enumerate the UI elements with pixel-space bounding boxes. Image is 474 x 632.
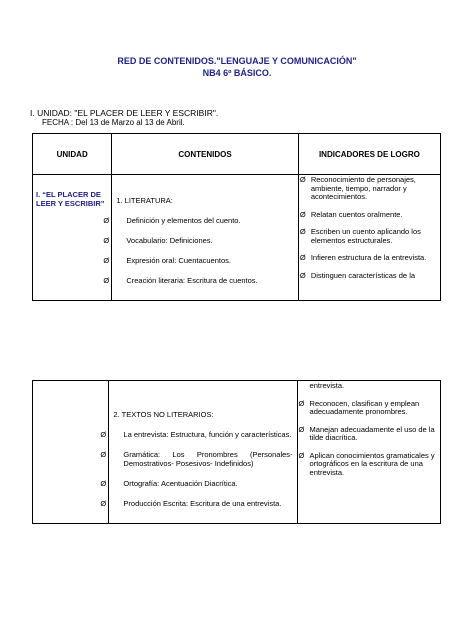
bullet-arrow-icon: Ø <box>299 253 306 262</box>
header-unidad: UNIDAD <box>33 134 112 175</box>
bullet-arrow-icon: Ø <box>299 175 306 184</box>
contents-cell <box>100 381 297 524</box>
bullet-arrow-icon: Ø <box>299 270 306 280</box>
list-item: Ø Definición y elementos del cuento. <box>103 216 241 225</box>
date-line: FECHA : Del 13 de Marzo al 13 de Abril. <box>42 118 185 127</box>
list-item: Ø Ortografía: Acentuación Diacrítica. <box>100 479 238 488</box>
list-item: Ø Manejan adecuadamente el uso de la tilde diacrítica. <box>298 424 435 442</box>
bullet-arrow-icon: Ø <box>103 216 110 225</box>
list-item: Ø Gramática: Los Pronombres (Personales- Demostrativos- Posesivos- Indefinidos) <box>100 450 293 468</box>
unit-line: I. UNIDAD: "EL PLACER DE LEER Y ESCRIBIR". <box>30 108 219 118</box>
indicator-continued: entrevista. <box>309 381 345 390</box>
list-item: Ø Vocabulario: Definiciones. <box>103 236 213 245</box>
header-indicadores: INDICADORES DE LOGRO <box>298 134 440 175</box>
unit-name: I. “EL PLACER DE LEER Y ESCRIBIR” <box>36 190 105 208</box>
bullet-arrow-icon: Ø <box>100 479 107 488</box>
bullet-arrow-icon: Ø <box>299 227 306 236</box>
table-row <box>33 381 441 524</box>
header-contenidos: CONTENIDOS <box>112 134 298 175</box>
unit-name-cell <box>33 175 112 301</box>
list-item: Ø Escriben un cuento aplicando los elementos estructurales. <box>299 227 421 245</box>
bullet-arrow-icon: Ø <box>100 450 107 459</box>
bullet-arrow-icon: Ø <box>100 430 107 439</box>
indicators-cell <box>298 175 440 301</box>
bullet-arrow-icon: Ø <box>103 276 110 285</box>
list-item: Ø Infieren estructura de la entrevista. <box>299 253 427 262</box>
list-item: Ø Reconocimiento de personajes, ambiente, tiempo, narrador y acontecimientos. <box>299 175 416 201</box>
bullet-arrow-icon: Ø <box>103 236 110 245</box>
bullet-arrow-icon: Ø <box>298 450 305 460</box>
content-table-2 <box>32 380 441 524</box>
list-item: Ø Expresión oral: Cuentacuentos. <box>103 256 231 265</box>
list-item: Ø Creación literaria: Escritura de cuentos. <box>103 276 258 285</box>
document-title: RED DE CONTENIDOS."LENGUAJE Y COMUNICACIÓN" <box>117 56 357 66</box>
bullet-arrow-icon: Ø <box>103 256 110 265</box>
unit-cell-empty <box>33 381 109 524</box>
list-item: Ø La entrevista: Estructura, función y características. <box>100 430 292 439</box>
table-header-row <box>33 134 441 175</box>
bullet-arrow-icon: Ø <box>298 398 305 408</box>
bullet-arrow-icon: Ø <box>100 499 107 508</box>
table-row <box>33 175 441 301</box>
indicators-cell <box>297 381 440 524</box>
contents-cell <box>103 175 298 301</box>
list-item: Ø Aplican conocimientos gramaticales y ortográficos en la escritura de una entrevista. <box>298 450 435 477</box>
document-subtitle: NB4 6º BÁSICO. <box>202 68 272 78</box>
list-item: Ø Reconocen, clasifican y emplean adecuadamente pronombres. <box>298 398 420 416</box>
bullet-arrow-icon: Ø <box>298 424 305 434</box>
list-item: Ø Distinguen características de la <box>299 270 416 280</box>
content-table-1 <box>32 133 441 301</box>
contents-heading: 2. TEXTOS NO LITERARIOS: <box>113 410 214 419</box>
list-item: Ø Relatan cuentos oralmente. <box>299 209 403 219</box>
contents-heading: 1. LITERATURA: <box>116 196 173 205</box>
bullet-arrow-icon: Ø <box>299 209 306 219</box>
list-item: Ø Producción Escrita: Escritura de una entrevista. <box>100 499 282 508</box>
